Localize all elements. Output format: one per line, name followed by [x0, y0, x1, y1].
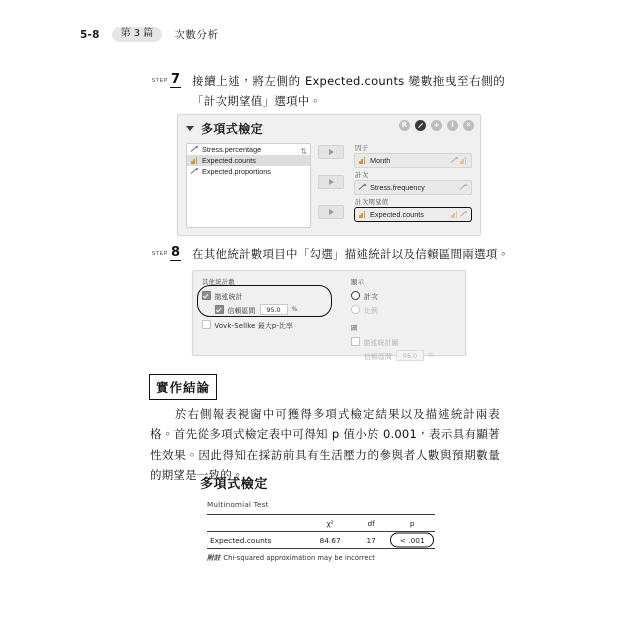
multinomial-test-table — [207, 500, 435, 562]
table-note-text: Chi-squared approximation may be incorrect — [223, 554, 375, 562]
list-item[interactable] — [187, 166, 310, 177]
plot-confidence-interval-row[interactable] — [364, 350, 456, 361]
scale-icon — [359, 184, 366, 191]
display-counts-label: 計次 — [364, 292, 378, 301]
field-trailing-icons — [460, 184, 467, 191]
column-header-blank — [207, 515, 307, 532]
confidence-interval-input[interactable]: 95.0 — [260, 304, 288, 315]
scale-icon — [191, 146, 198, 153]
row-label: Expected.counts — [210, 535, 272, 545]
descriptives-plot-option-row[interactable] — [351, 336, 456, 347]
transfer-button-column — [318, 145, 344, 235]
panel-body — [178, 141, 480, 235]
info-icon[interactable]: i — [447, 120, 458, 131]
field-trailing-icons — [451, 157, 467, 164]
table-caption: Multinomial Test — [207, 500, 269, 509]
plot-confidence-interval-input[interactable]: 95.0 — [396, 350, 424, 361]
radio-unselected-icon[interactable] — [351, 305, 360, 314]
arrow-right-icon — [329, 209, 334, 215]
counts-field-label: 計次 — [355, 171, 369, 179]
nominal-icon — [191, 157, 198, 164]
table-note-label: 附註 — [207, 554, 221, 562]
nominal-icon — [359, 211, 366, 218]
step-7-text: 接續上述，將左側的 Expected.counts 變數拖曳至右側的「計次期望值」選項中。 — [192, 74, 505, 108]
column-header-df: df — [353, 515, 389, 532]
cell-df: 17 — [366, 535, 376, 545]
step-7-marker — [145, 72, 181, 88]
part-badge: 第 3 篇 — [112, 27, 163, 42]
conclusion-text: 於右側報表視窗中可獲得多項式檢定結果以及描述統計兩表格。首先從多項式檢定表中可得知 p 值小於 0.001，表示具有顯著性效果。因此得知在採訪前具有生活壓力的參與者人數與預期數量的期望是一致的。 — [150, 407, 500, 483]
sort-icon[interactable]: ⇅ — [300, 147, 306, 156]
cell-p — [389, 532, 435, 549]
table-head — [207, 515, 435, 532]
table-note — [207, 552, 435, 562]
display-and-plot-group — [351, 277, 456, 364]
vovk-sellke-option-row[interactable] — [202, 319, 342, 330]
expected-counts-value: Expected.counts — [370, 210, 424, 219]
transfer-to-counts-button[interactable] — [318, 175, 344, 189]
display-proportion-label: 比例 — [364, 306, 378, 315]
column-header-chisq: χ² — [307, 515, 353, 532]
r-syntax-icon[interactable]: R — [399, 120, 410, 131]
table-header-row — [207, 515, 435, 532]
transfer-to-factor-button[interactable] — [318, 145, 344, 159]
counts-field[interactable] — [354, 180, 472, 195]
add-plus-icon[interactable]: + — [431, 120, 442, 131]
multinomial-analysis-panel[interactable] — [177, 114, 481, 236]
page-folio: 5-8 — [80, 28, 100, 41]
checkbox-checked-icon[interactable] — [215, 305, 224, 314]
expected-counts-field-label: 計次期望值 — [355, 198, 389, 206]
plot-confidence-interval-label: 信賴區間 — [364, 352, 392, 361]
list-item[interactable] — [187, 155, 310, 166]
plot-label: 圖 — [351, 325, 358, 332]
scale-icon — [460, 184, 467, 191]
expected-counts-field[interactable] — [354, 207, 472, 222]
variable-label: Stress.percentage — [202, 145, 262, 154]
radio-selected-icon[interactable] — [351, 291, 360, 300]
confidence-interval-option-row[interactable] — [215, 304, 342, 315]
arrow-right-icon — [329, 149, 334, 155]
panel-title-row — [178, 115, 480, 141]
assignment-column — [354, 141, 472, 222]
annotation-highlight-oval — [390, 533, 434, 548]
step-7 — [145, 72, 505, 112]
running-head — [80, 27, 219, 42]
close-icon[interactable]: ✕ — [463, 120, 474, 131]
chevron-down-icon[interactable] — [186, 126, 194, 131]
display-label: 顯示 — [351, 279, 365, 286]
descriptives-label: 描述統計 — [214, 292, 243, 301]
section-title: 次數分析 — [174, 29, 219, 41]
descriptives-plot-label: 描述統計圖 — [363, 338, 399, 347]
list-item[interactable] — [187, 144, 310, 155]
confidence-interval-label: 信賴區間 — [227, 306, 256, 315]
panel-title: 多項式檢定 — [201, 121, 264, 136]
edit-pencil-icon[interactable] — [415, 120, 426, 131]
field-trailing-icons — [451, 211, 467, 218]
vovk-sellke-label: Vovk-Sellke 最大p-比率 — [214, 321, 294, 330]
transfer-to-expected-counts-button[interactable] — [318, 205, 344, 219]
step-8 — [145, 245, 525, 265]
conclusion-badge — [149, 374, 217, 400]
step-8-text: 在其他統計數項目中「勾選」描述統計以及信賴區間兩選項。 — [192, 247, 510, 261]
counts-value: Stress.frequency — [370, 183, 425, 192]
display-proportion-radio-row[interactable] — [351, 304, 456, 315]
results-table — [207, 514, 435, 549]
additional-statistics-panel[interactable] — [192, 270, 466, 361]
variable-list[interactable] — [186, 143, 311, 228]
percent-unit: % — [291, 306, 298, 313]
column-header-p: p — [389, 515, 435, 532]
scale-icon — [191, 168, 198, 175]
checkbox-unchecked-icon[interactable] — [351, 337, 360, 346]
table-row — [207, 532, 435, 549]
scale-icon — [451, 157, 458, 164]
factor-value: Month — [370, 156, 391, 165]
cell-chisq: 84.67 — [319, 535, 341, 545]
variable-label: Expected.counts — [202, 156, 256, 165]
descriptives-option-row[interactable] — [202, 290, 342, 301]
factor-field-label: 因子 — [355, 144, 369, 152]
conclusion-badge-label: 實作結論 — [156, 380, 211, 395]
variable-label: Expected.proportions — [202, 167, 271, 176]
cell-p-value: < .001 — [399, 535, 425, 545]
nominal-icon — [451, 211, 458, 218]
percent-unit: % — [428, 352, 434, 359]
nominal-icon — [460, 157, 467, 164]
step-number: 8 — [170, 245, 180, 260]
step-number: 7 — [170, 72, 180, 87]
table-body — [207, 532, 435, 549]
checkbox-checked-icon[interactable] — [202, 291, 211, 300]
additional-statistics-label: 其他統計數 — [202, 279, 235, 286]
arrow-right-icon — [329, 179, 334, 185]
display-counts-radio-row[interactable] — [351, 290, 456, 301]
output-heading: 多項式檢定 — [200, 477, 269, 492]
step-label: STEP — [151, 78, 168, 84]
panel-icon-group — [399, 120, 474, 131]
step-8-marker — [145, 245, 181, 261]
checkbox-unchecked-icon[interactable] — [202, 320, 211, 329]
statistics-options-group — [202, 277, 342, 333]
nominal-icon — [359, 157, 366, 164]
factor-field[interactable] — [354, 153, 472, 168]
step-label: STEP — [151, 251, 168, 257]
scale-icon — [460, 211, 467, 218]
